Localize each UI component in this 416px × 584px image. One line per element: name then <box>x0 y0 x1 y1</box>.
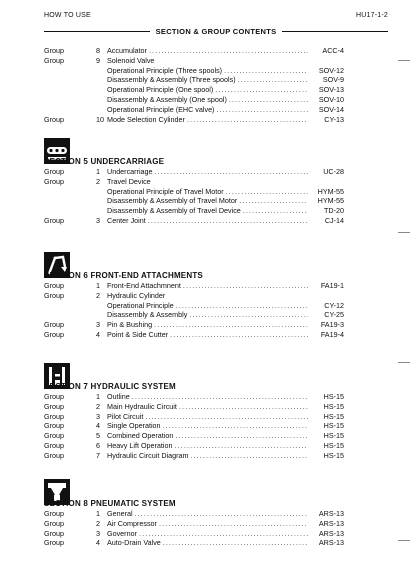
leader-dots <box>153 167 308 177</box>
group-number: 9 <box>96 55 100 65</box>
toc-row <box>44 66 344 76</box>
group-number: 4 <box>96 329 100 339</box>
toc-row <box>44 538 344 548</box>
entry-title: Operational Principle (One spool) <box>107 85 214 95</box>
group-label: Group <box>44 215 64 225</box>
section-title: SECTION 8 PNEUMATIC SYSTEM <box>44 499 176 508</box>
entry-title: Heavy Lift Operation <box>107 440 173 450</box>
leader-dots <box>152 320 308 330</box>
group-number: 1 <box>96 281 100 290</box>
page-code: SOV-13 <box>318 85 344 95</box>
group-number: 3 <box>96 411 100 421</box>
leader-dots <box>188 451 308 461</box>
toc-row <box>44 187 344 197</box>
entry-title: Operational Principle <box>107 300 174 310</box>
toc-row <box>44 56 344 66</box>
leader-dots <box>213 85 308 95</box>
toc-row <box>44 421 344 431</box>
group-label: Group <box>44 421 64 431</box>
header-title: SECTION & GROUP CONTENTS <box>155 26 277 36</box>
entry-title: Disassembly & Assembly of Travel Motor <box>107 196 238 206</box>
leader-dots <box>214 105 308 115</box>
toc-row <box>44 330 344 340</box>
group-label: Group <box>44 55 64 65</box>
toc-row <box>44 392 344 402</box>
group-label: Group <box>44 320 64 330</box>
group-number: 7 <box>96 450 100 460</box>
entry-title: General <box>107 509 133 518</box>
edge-mark <box>398 60 410 61</box>
entry-title: Disassembly & Assembly of Travel Device <box>107 206 241 216</box>
entry-title: Solenoid Valve <box>107 55 155 65</box>
group-number: 3 <box>96 528 100 538</box>
group-label: Group <box>44 518 64 528</box>
edge-mark <box>398 232 410 233</box>
section-4-continued <box>44 46 344 124</box>
toc-row <box>44 320 344 330</box>
entry-title: Combined Operation <box>107 431 174 441</box>
group-number: 6 <box>96 440 100 450</box>
group-label: Group <box>44 538 64 548</box>
toc-row <box>44 431 344 441</box>
page-code: SOV-9 <box>322 75 344 85</box>
toc-row <box>44 196 344 206</box>
toc-row <box>44 216 344 226</box>
group-label: Group <box>44 392 64 401</box>
leader-dots <box>174 301 308 311</box>
toc-row <box>44 206 344 216</box>
group-label: Group <box>44 450 64 460</box>
group-label: Group <box>44 167 64 176</box>
leader-dots <box>222 66 308 76</box>
group-number: 10 <box>96 114 104 124</box>
toc-row <box>44 509 344 519</box>
entry-title: Operational Principle (EHC valve) <box>107 104 215 114</box>
page-code: CY-13 <box>324 114 344 124</box>
entry-title: Undercarriage <box>107 167 153 176</box>
page-code: HYM-55 <box>317 186 344 196</box>
group-label: Group <box>44 528 64 538</box>
group-number: 2 <box>96 176 100 186</box>
leader-dots <box>173 441 308 451</box>
group-label: Group <box>44 290 64 300</box>
toc-row <box>44 402 344 412</box>
entry-title: Travel Device <box>107 176 151 186</box>
page-code: ARS-13 <box>318 518 344 528</box>
leader-dots <box>137 529 308 539</box>
entry-title: Center Joint <box>107 215 146 225</box>
toc-row <box>44 75 344 85</box>
group-number: 8 <box>96 46 100 55</box>
entry-title: Pilot Circuit <box>107 411 144 421</box>
entry-title: Auto-Drain Valve <box>107 538 161 548</box>
toc-row <box>44 177 344 187</box>
toc-row <box>44 115 344 125</box>
leader-dots <box>224 187 308 197</box>
toc-row <box>44 167 344 177</box>
page-code: CY-12 <box>324 300 344 310</box>
leader-dots <box>147 46 308 56</box>
section-title: SECTION 6 FRONT-END ATTACHMENTS <box>44 271 203 280</box>
entry-title: Disassembly & Assembly (One spool) <box>107 94 227 104</box>
group-label: Group <box>44 431 64 441</box>
group-number: 1 <box>96 509 100 518</box>
header-center <box>44 26 388 36</box>
page-code: HYM-55 <box>317 196 344 206</box>
section-title: SECTION 5 UNDERCARRIAGE <box>44 157 165 166</box>
leader-dots <box>185 115 308 125</box>
entry-title: Disassembly & Assembly <box>107 310 188 320</box>
section-8 <box>44 498 344 548</box>
entry-title: Hydraulic Circuit Diagram <box>107 450 189 460</box>
section-title: SECTION 7 HYDRAULIC SYSTEM <box>44 382 176 391</box>
section-5 <box>44 156 344 226</box>
group-number: 5 <box>96 431 100 441</box>
group-number: 2 <box>96 290 100 300</box>
page-code: ACC-4 <box>322 46 344 55</box>
page-code: HS-15 <box>323 431 344 441</box>
group-label: Group <box>44 46 64 55</box>
toc-row <box>44 291 344 301</box>
group-label: Group <box>44 114 64 124</box>
page-code: SOV-12 <box>318 65 344 75</box>
entry-title: Mode Selection Cylinder <box>107 114 185 124</box>
header-rule-left <box>44 31 150 32</box>
toc-rows <box>44 46 344 124</box>
toc-row <box>44 281 344 291</box>
toc-row <box>44 105 344 115</box>
toc-row <box>44 301 344 311</box>
leader-dots <box>173 431 308 441</box>
leader-dots <box>143 412 308 422</box>
header-right: HU17-1-2 <box>356 12 388 19</box>
leader-dots <box>157 519 308 529</box>
page-code: CJ-14 <box>324 215 344 225</box>
toc-rows <box>44 281 344 340</box>
page-code: HS-15 <box>323 401 344 411</box>
leader-dots <box>161 421 308 431</box>
leader-dots <box>161 538 308 548</box>
page-code: FA19-1 <box>320 281 344 290</box>
edge-mark <box>398 362 410 363</box>
group-number: 4 <box>96 538 100 548</box>
group-label: Group <box>44 401 64 411</box>
group-number: 2 <box>96 518 100 528</box>
toc-row <box>44 529 344 539</box>
header-left: HOW TO USE <box>44 12 91 19</box>
entry-title: Single Operation <box>107 421 161 431</box>
leader-dots <box>241 206 308 216</box>
header-rule-right <box>282 31 388 32</box>
entry-title: Outline <box>107 392 130 401</box>
group-label: Group <box>44 329 64 339</box>
page-code: FA19-3 <box>320 320 344 330</box>
leader-dots <box>187 310 308 320</box>
page-code: FA19-4 <box>320 329 344 339</box>
page-code: HS-15 <box>323 421 344 431</box>
toc-rows <box>44 392 344 461</box>
toc-row <box>44 310 344 320</box>
leader-dots <box>236 75 308 85</box>
entry-title: Point & Side Cutter <box>107 329 169 339</box>
toc-row <box>44 441 344 451</box>
page-code: HS-15 <box>323 450 344 460</box>
section-7 <box>44 381 344 461</box>
page-code: HS-15 <box>323 411 344 421</box>
page-code: ARS-13 <box>318 528 344 538</box>
group-number: 3 <box>96 215 100 225</box>
leader-dots <box>146 216 308 226</box>
toc-row <box>44 46 344 56</box>
toc-rows <box>44 509 344 548</box>
page-code: UC-28 <box>323 167 344 176</box>
edge-mark <box>398 540 410 541</box>
leader-dots <box>177 402 308 412</box>
entry-title: Air Compressor <box>107 518 157 528</box>
page-code: CY-25 <box>324 310 344 320</box>
entry-title: Operational Principle (Three spools) <box>107 65 223 75</box>
page-code: SOV-14 <box>318 104 344 114</box>
group-label: Group <box>44 411 64 421</box>
toc-row <box>44 95 344 105</box>
group-number: 2 <box>96 401 100 411</box>
entry-title: Hydraulic Cylinder <box>107 290 166 300</box>
leader-dots <box>237 196 308 206</box>
page-code: HS-15 <box>323 392 344 401</box>
group-number: 4 <box>96 421 100 431</box>
group-number: 3 <box>96 320 100 330</box>
page-code: HS-15 <box>323 440 344 450</box>
toc-row <box>44 412 344 422</box>
group-label: Group <box>44 176 64 186</box>
page-code: SOV-10 <box>318 94 344 104</box>
entry-title: Front-End Attachmnent <box>107 281 181 290</box>
leader-dots <box>130 392 308 402</box>
toc-row <box>44 519 344 529</box>
leader-dots <box>227 95 308 105</box>
toc-row <box>44 451 344 461</box>
page-code: ARS-13 <box>318 509 344 518</box>
group-label: Group <box>44 509 64 518</box>
leader-dots <box>181 281 308 291</box>
entry-title: Governor <box>107 528 137 538</box>
leader-dots <box>133 509 308 519</box>
page-code: TD-20 <box>324 206 344 216</box>
toc-rows <box>44 167 344 226</box>
group-label: Group <box>44 281 64 290</box>
group-number: 1 <box>96 167 100 176</box>
entry-title: Main Hydraulic Circuit <box>107 401 177 411</box>
group-label: Group <box>44 440 64 450</box>
entry-title: Pin & Bushing <box>107 320 153 330</box>
group-number: 1 <box>96 392 100 401</box>
page-code: ARS-13 <box>318 538 344 548</box>
entry-title: Accumulator <box>107 46 147 55</box>
entry-title: Disassembly & Assembly (Three spools) <box>107 75 236 85</box>
leader-dots <box>168 330 308 340</box>
section-6 <box>44 270 344 340</box>
toc-row <box>44 85 344 95</box>
entry-title: Operational Principle of Travel Motor <box>107 186 224 196</box>
